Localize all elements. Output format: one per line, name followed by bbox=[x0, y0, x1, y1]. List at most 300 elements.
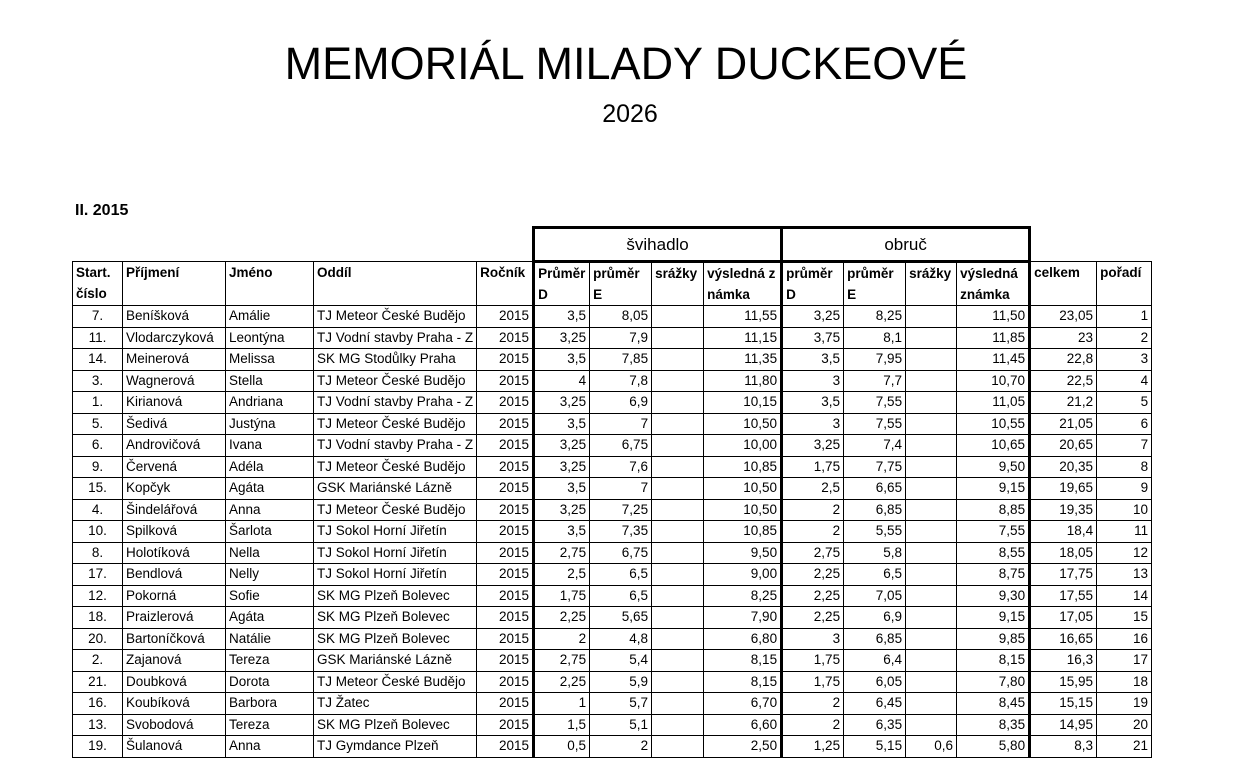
surname-cell: Androvičová bbox=[123, 435, 226, 457]
total-cell: 15,15 bbox=[1030, 693, 1097, 715]
svihadlo-d-cell: 2,75 bbox=[534, 650, 590, 672]
svihadlo-e-cell: 7 bbox=[590, 413, 652, 435]
club-cell: GSK Mariánské Lázně bbox=[314, 478, 477, 500]
svihadlo-d-cell: 3,5 bbox=[534, 306, 590, 328]
start-number-cell: 6. bbox=[73, 435, 123, 457]
rank-cell: 21 bbox=[1097, 736, 1152, 758]
rank-cell: 18 bbox=[1097, 671, 1152, 693]
first-name-cell: Nelly bbox=[226, 564, 314, 586]
group-header-svihadlo: švihadlo bbox=[534, 228, 782, 262]
rank-cell: 2 bbox=[1097, 327, 1152, 349]
obruc-penalty-cell bbox=[906, 671, 957, 693]
svihadlo-d-cell: 3,5 bbox=[534, 521, 590, 543]
svihadlo-d-cell: 1,75 bbox=[534, 585, 590, 607]
obruc-d-cell: 3,75 bbox=[782, 327, 844, 349]
obruc-penalty-cell: 0,6 bbox=[906, 736, 957, 758]
svihadlo-d-cell: 3,25 bbox=[534, 327, 590, 349]
club-cell: TJ Žatec bbox=[314, 693, 477, 715]
svihadlo-score-cell: 6,60 bbox=[704, 714, 782, 736]
club-cell: TJ Meteor České Budějo bbox=[314, 671, 477, 693]
start-number-cell: 17. bbox=[73, 564, 123, 586]
surname-cell: Praizlerová bbox=[123, 607, 226, 629]
document-title: MEMORIÁL MILADY DUCKEOVÉ bbox=[284, 38, 968, 89]
svihadlo-e-cell: 6,5 bbox=[590, 585, 652, 607]
svihadlo-penalty-cell bbox=[652, 392, 704, 414]
first-name-cell: Leontýna bbox=[226, 327, 314, 349]
obruc-d-cell: 3 bbox=[782, 628, 844, 650]
svihadlo-score-cell: 11,80 bbox=[704, 370, 782, 392]
first-name-cell: Justýna bbox=[226, 413, 314, 435]
surname-cell: Kirianová bbox=[123, 392, 226, 414]
obruc-score-cell: 7,80 bbox=[957, 671, 1030, 693]
svihadlo-d-cell: 1,5 bbox=[534, 714, 590, 736]
birth-year-cell: 2015 bbox=[477, 628, 534, 650]
rank-cell: 6 bbox=[1097, 413, 1152, 435]
obruc-d-cell: 2 bbox=[782, 521, 844, 543]
start-number-cell: 2. bbox=[73, 650, 123, 672]
total-cell: 19,35 bbox=[1030, 499, 1097, 521]
first-name-cell: Tereza bbox=[226, 714, 314, 736]
obruc-score-cell: 9,15 bbox=[957, 478, 1030, 500]
total-cell: 18,05 bbox=[1030, 542, 1097, 564]
obruc-score-cell: 9,30 bbox=[957, 585, 1030, 607]
total-cell: 17,05 bbox=[1030, 607, 1097, 629]
table-row bbox=[73, 564, 1152, 586]
table-row bbox=[73, 585, 1152, 607]
svihadlo-penalty-cell bbox=[652, 349, 704, 371]
obruc-e-cell: 6,9 bbox=[844, 607, 906, 629]
obruc-e-cell: 7,4 bbox=[844, 435, 906, 457]
first-name-cell: Anna bbox=[226, 736, 314, 758]
svihadlo-score-cell: 6,70 bbox=[704, 693, 782, 715]
obruc-score-cell: 11,85 bbox=[957, 327, 1030, 349]
club-cell: TJ Vodní stavby Praha - Z bbox=[314, 435, 477, 457]
svihadlo-d-cell: 3,25 bbox=[534, 435, 590, 457]
obruc-d-cell: 3,5 bbox=[782, 349, 844, 371]
total-cell: 17,75 bbox=[1030, 564, 1097, 586]
svihadlo-d-cell: 0,5 bbox=[534, 736, 590, 758]
start-number-cell: 13. bbox=[73, 714, 123, 736]
surname-cell: Červená bbox=[123, 456, 226, 478]
club-cell: TJ Sokol Horní Jiřetín bbox=[314, 521, 477, 543]
obruc-d-cell: 3 bbox=[782, 413, 844, 435]
obruc-d-cell: 1,75 bbox=[782, 456, 844, 478]
svihadlo-e-cell: 2 bbox=[590, 736, 652, 758]
start-number-cell: 12. bbox=[73, 585, 123, 607]
results-body bbox=[73, 306, 1152, 758]
first-name-cell: Agáta bbox=[226, 478, 314, 500]
svihadlo-score-cell: 10,00 bbox=[704, 435, 782, 457]
svihadlo-penalty-cell bbox=[652, 671, 704, 693]
rank-cell: 15 bbox=[1097, 607, 1152, 629]
obruc-d-cell: 3 bbox=[782, 370, 844, 392]
table-row bbox=[73, 736, 1152, 758]
svihadlo-d-cell: 2 bbox=[534, 628, 590, 650]
svihadlo-d-cell: 3,5 bbox=[534, 349, 590, 371]
svihadlo-e-cell: 7,25 bbox=[590, 499, 652, 521]
col-header-obruc-penalty: srážky bbox=[906, 262, 957, 306]
obruc-score-cell: 8,15 bbox=[957, 650, 1030, 672]
svihadlo-e-cell: 5,65 bbox=[590, 607, 652, 629]
group-header-spacer bbox=[73, 228, 534, 262]
svihadlo-e-cell: 7,6 bbox=[590, 456, 652, 478]
first-name-cell: Andriana bbox=[226, 392, 314, 414]
obruc-score-cell: 9,15 bbox=[957, 607, 1030, 629]
svihadlo-e-cell: 7,35 bbox=[590, 521, 652, 543]
obruc-d-cell: 2,25 bbox=[782, 564, 844, 586]
svihadlo-d-cell: 3,5 bbox=[534, 413, 590, 435]
birth-year-cell: 2015 bbox=[477, 714, 534, 736]
col-header-surname: Příjmení bbox=[123, 262, 226, 306]
table-row bbox=[73, 392, 1152, 414]
obruc-d-cell: 2,75 bbox=[782, 542, 844, 564]
obruc-score-cell: 9,50 bbox=[957, 456, 1030, 478]
col-header-birth-year: Ročník bbox=[477, 262, 534, 306]
rank-cell: 20 bbox=[1097, 714, 1152, 736]
svihadlo-penalty-cell bbox=[652, 478, 704, 500]
col-header-svihadlo-e: průměr E bbox=[590, 262, 652, 306]
surname-cell: Pokorná bbox=[123, 585, 226, 607]
obruc-e-cell: 6,5 bbox=[844, 564, 906, 586]
obruc-score-cell: 11,45 bbox=[957, 349, 1030, 371]
svihadlo-penalty-cell bbox=[652, 714, 704, 736]
surname-cell: Spilková bbox=[123, 521, 226, 543]
birth-year-cell: 2015 bbox=[477, 671, 534, 693]
obruc-e-cell: 6,05 bbox=[844, 671, 906, 693]
surname-cell: Šulanová bbox=[123, 736, 226, 758]
obruc-penalty-cell bbox=[906, 607, 957, 629]
category-heading: II. 2015 bbox=[75, 202, 129, 219]
club-cell: SK MG Plzeň Bolevec bbox=[314, 628, 477, 650]
birth-year-cell: 2015 bbox=[477, 327, 534, 349]
obruc-d-cell: 2,25 bbox=[782, 607, 844, 629]
obruc-d-cell: 2,5 bbox=[782, 478, 844, 500]
obruc-score-cell: 8,55 bbox=[957, 542, 1030, 564]
svihadlo-penalty-cell bbox=[652, 564, 704, 586]
obruc-d-cell: 1,75 bbox=[782, 650, 844, 672]
surname-cell: Svobodová bbox=[123, 714, 226, 736]
svihadlo-score-cell: 8,25 bbox=[704, 585, 782, 607]
rank-cell: 10 bbox=[1097, 499, 1152, 521]
svihadlo-e-cell: 4,8 bbox=[590, 628, 652, 650]
obruc-score-cell: 9,85 bbox=[957, 628, 1030, 650]
col-header-obruc-score: výsledná známka bbox=[957, 262, 1030, 306]
club-cell: GSK Mariánské Lázně bbox=[314, 650, 477, 672]
club-cell: TJ Sokol Horní Jiřetín bbox=[314, 564, 477, 586]
svihadlo-penalty-cell bbox=[652, 628, 704, 650]
obruc-penalty-cell bbox=[906, 628, 957, 650]
svihadlo-penalty-cell bbox=[652, 693, 704, 715]
total-cell: 20,65 bbox=[1030, 435, 1097, 457]
obruc-e-cell: 5,8 bbox=[844, 542, 906, 564]
obruc-score-cell: 10,65 bbox=[957, 435, 1030, 457]
svihadlo-score-cell: 11,15 bbox=[704, 327, 782, 349]
svihadlo-score-cell: 7,90 bbox=[704, 607, 782, 629]
surname-cell: Meinerová bbox=[123, 349, 226, 371]
svihadlo-penalty-cell bbox=[652, 456, 704, 478]
club-cell: TJ Meteor České Budějo bbox=[314, 413, 477, 435]
rank-cell: 17 bbox=[1097, 650, 1152, 672]
start-number-cell: 4. bbox=[73, 499, 123, 521]
total-cell: 14,95 bbox=[1030, 714, 1097, 736]
surname-cell: Zajanová bbox=[123, 650, 226, 672]
svihadlo-e-cell: 6,75 bbox=[590, 435, 652, 457]
obruc-penalty-cell bbox=[906, 435, 957, 457]
svihadlo-e-cell: 8,05 bbox=[590, 306, 652, 328]
obruc-penalty-cell bbox=[906, 499, 957, 521]
surname-cell: Bartoníčková bbox=[123, 628, 226, 650]
first-name-cell: Barbora bbox=[226, 693, 314, 715]
col-header-obruc-e: průměr E bbox=[844, 262, 906, 306]
obruc-d-cell: 2 bbox=[782, 714, 844, 736]
first-name-cell: Nella bbox=[226, 542, 314, 564]
obruc-e-cell: 7,7 bbox=[844, 370, 906, 392]
total-cell: 16,3 bbox=[1030, 650, 1097, 672]
first-name-cell: Agáta bbox=[226, 607, 314, 629]
rank-cell: 1 bbox=[1097, 306, 1152, 328]
obruc-score-cell: 8,85 bbox=[957, 499, 1030, 521]
svihadlo-d-cell: 3,25 bbox=[534, 499, 590, 521]
document-year: 2026 bbox=[602, 100, 658, 128]
svihadlo-score-cell: 10,50 bbox=[704, 478, 782, 500]
svihadlo-score-cell: 10,15 bbox=[704, 392, 782, 414]
first-name-cell: Sofie bbox=[226, 585, 314, 607]
table-row bbox=[73, 413, 1152, 435]
start-number-cell: 14. bbox=[73, 349, 123, 371]
svihadlo-e-cell: 6,9 bbox=[590, 392, 652, 414]
group-header-spacer-right bbox=[1030, 228, 1152, 262]
rank-cell: 9 bbox=[1097, 478, 1152, 500]
total-cell: 21,2 bbox=[1030, 392, 1097, 414]
total-cell: 16,65 bbox=[1030, 628, 1097, 650]
birth-year-cell: 2015 bbox=[477, 392, 534, 414]
club-cell: TJ Meteor České Budějo bbox=[314, 499, 477, 521]
obruc-d-cell: 2 bbox=[782, 693, 844, 715]
svihadlo-e-cell: 5,9 bbox=[590, 671, 652, 693]
svihadlo-penalty-cell bbox=[652, 413, 704, 435]
col-header-total: celkem bbox=[1030, 262, 1097, 306]
club-cell: SK MG Stodůlky Praha bbox=[314, 349, 477, 371]
svihadlo-d-cell: 2,75 bbox=[534, 542, 590, 564]
obruc-e-cell: 6,65 bbox=[844, 478, 906, 500]
svihadlo-score-cell: 8,15 bbox=[704, 650, 782, 672]
rank-cell: 8 bbox=[1097, 456, 1152, 478]
svihadlo-e-cell: 6,5 bbox=[590, 564, 652, 586]
first-name-cell: Stella bbox=[226, 370, 314, 392]
club-cell: TJ Gymdance Plzeň bbox=[314, 736, 477, 758]
obruc-e-cell: 6,45 bbox=[844, 693, 906, 715]
svihadlo-e-cell: 5,4 bbox=[590, 650, 652, 672]
club-cell: TJ Vodní stavby Praha - Z bbox=[314, 392, 477, 414]
total-cell: 8,3 bbox=[1030, 736, 1097, 758]
svihadlo-penalty-cell bbox=[652, 650, 704, 672]
obruc-d-cell: 3,5 bbox=[782, 392, 844, 414]
svihadlo-e-cell: 7,9 bbox=[590, 327, 652, 349]
obruc-penalty-cell bbox=[906, 650, 957, 672]
svihadlo-penalty-cell bbox=[652, 607, 704, 629]
obruc-e-cell: 7,05 bbox=[844, 585, 906, 607]
table-row bbox=[73, 650, 1152, 672]
birth-year-cell: 2015 bbox=[477, 349, 534, 371]
surname-cell: Koubíková bbox=[123, 693, 226, 715]
table-row bbox=[73, 327, 1152, 349]
birth-year-cell: 2015 bbox=[477, 435, 534, 457]
svihadlo-score-cell: 6,80 bbox=[704, 628, 782, 650]
obruc-e-cell: 7,55 bbox=[844, 413, 906, 435]
table-row bbox=[73, 671, 1152, 693]
birth-year-cell: 2015 bbox=[477, 499, 534, 521]
obruc-d-cell: 2 bbox=[782, 499, 844, 521]
total-cell: 17,55 bbox=[1030, 585, 1097, 607]
obruc-e-cell: 7,95 bbox=[844, 349, 906, 371]
birth-year-cell: 2015 bbox=[477, 650, 534, 672]
obruc-d-cell: 3,25 bbox=[782, 306, 844, 328]
first-name-cell: Tereza bbox=[226, 650, 314, 672]
birth-year-cell: 2015 bbox=[477, 585, 534, 607]
obruc-score-cell: 7,55 bbox=[957, 521, 1030, 543]
birth-year-cell: 2015 bbox=[477, 370, 534, 392]
svihadlo-score-cell: 9,50 bbox=[704, 542, 782, 564]
obruc-e-cell: 7,75 bbox=[844, 456, 906, 478]
svihadlo-d-cell: 2,25 bbox=[534, 671, 590, 693]
start-number-cell: 19. bbox=[73, 736, 123, 758]
first-name-cell: Adéla bbox=[226, 456, 314, 478]
rank-cell: 14 bbox=[1097, 585, 1152, 607]
start-number-cell: 20. bbox=[73, 628, 123, 650]
svihadlo-score-cell: 11,35 bbox=[704, 349, 782, 371]
start-number-cell: 18. bbox=[73, 607, 123, 629]
obruc-penalty-cell bbox=[906, 693, 957, 715]
group-header-row bbox=[73, 228, 1152, 262]
col-header-obruc-d: průměr D bbox=[782, 262, 844, 306]
obruc-penalty-cell bbox=[906, 327, 957, 349]
surname-cell: Kopčyk bbox=[123, 478, 226, 500]
club-cell: TJ Sokol Horní Jiřetín bbox=[314, 542, 477, 564]
svihadlo-penalty-cell bbox=[652, 435, 704, 457]
total-cell: 23,05 bbox=[1030, 306, 1097, 328]
obruc-penalty-cell bbox=[906, 349, 957, 371]
first-name-cell: Dorota bbox=[226, 671, 314, 693]
table-row bbox=[73, 370, 1152, 392]
svihadlo-e-cell: 7,85 bbox=[590, 349, 652, 371]
table-row bbox=[73, 456, 1152, 478]
svihadlo-score-cell: 10,50 bbox=[704, 499, 782, 521]
col-header-svihadlo-score: výsledná známka bbox=[704, 262, 782, 306]
obruc-e-cell: 6,35 bbox=[844, 714, 906, 736]
obruc-e-cell: 8,1 bbox=[844, 327, 906, 349]
svihadlo-d-cell: 3,5 bbox=[534, 478, 590, 500]
svihadlo-penalty-cell bbox=[652, 521, 704, 543]
start-number-cell: 21. bbox=[73, 671, 123, 693]
svihadlo-d-cell: 1 bbox=[534, 693, 590, 715]
surname-cell: Šindelářová bbox=[123, 499, 226, 521]
rank-cell: 12 bbox=[1097, 542, 1152, 564]
col-header-club: Oddíl bbox=[314, 262, 477, 306]
table-row bbox=[73, 478, 1152, 500]
svihadlo-d-cell: 3,25 bbox=[534, 456, 590, 478]
start-number-cell: 9. bbox=[73, 456, 123, 478]
total-cell: 22,5 bbox=[1030, 370, 1097, 392]
birth-year-cell: 2015 bbox=[477, 521, 534, 543]
obruc-score-cell: 8,75 bbox=[957, 564, 1030, 586]
obruc-penalty-cell bbox=[906, 478, 957, 500]
start-number-cell: 5. bbox=[73, 413, 123, 435]
surname-cell: Bendlová bbox=[123, 564, 226, 586]
svihadlo-score-cell: 10,85 bbox=[704, 521, 782, 543]
surname-cell: Šedivá bbox=[123, 413, 226, 435]
table-row bbox=[73, 628, 1152, 650]
rank-cell: 5 bbox=[1097, 392, 1152, 414]
rank-cell: 16 bbox=[1097, 628, 1152, 650]
table-row bbox=[73, 499, 1152, 521]
col-header-rank: pořadí bbox=[1097, 262, 1152, 306]
rank-cell: 11 bbox=[1097, 521, 1152, 543]
birth-year-cell: 2015 bbox=[477, 456, 534, 478]
rank-cell: 19 bbox=[1097, 693, 1152, 715]
total-cell: 15,95 bbox=[1030, 671, 1097, 693]
table-row bbox=[73, 349, 1152, 371]
obruc-e-cell: 5,55 bbox=[844, 521, 906, 543]
obruc-score-cell: 11,05 bbox=[957, 392, 1030, 414]
svihadlo-score-cell: 11,55 bbox=[704, 306, 782, 328]
svihadlo-e-cell: 5,1 bbox=[590, 714, 652, 736]
obruc-d-cell: 3,25 bbox=[782, 435, 844, 457]
obruc-e-cell: 6,85 bbox=[844, 628, 906, 650]
total-cell: 23 bbox=[1030, 327, 1097, 349]
svihadlo-penalty-cell bbox=[652, 306, 704, 328]
obruc-score-cell: 8,45 bbox=[957, 693, 1030, 715]
svihadlo-penalty-cell bbox=[652, 499, 704, 521]
birth-year-cell: 2015 bbox=[477, 693, 534, 715]
start-number-cell: 1. bbox=[73, 392, 123, 414]
club-cell: SK MG Plzeň Bolevec bbox=[314, 714, 477, 736]
birth-year-cell: 2015 bbox=[477, 542, 534, 564]
svihadlo-penalty-cell bbox=[652, 585, 704, 607]
col-header-svihadlo-d: Průměr D bbox=[534, 262, 590, 306]
first-name-cell: Amálie bbox=[226, 306, 314, 328]
results-table bbox=[72, 226, 1152, 758]
svihadlo-d-cell: 2,5 bbox=[534, 564, 590, 586]
svihadlo-d-cell: 3,25 bbox=[534, 392, 590, 414]
obruc-e-cell: 6,85 bbox=[844, 499, 906, 521]
surname-cell: Vlodarczyková bbox=[123, 327, 226, 349]
obruc-score-cell: 10,55 bbox=[957, 413, 1030, 435]
svihadlo-e-cell: 7 bbox=[590, 478, 652, 500]
birth-year-cell: 2015 bbox=[477, 413, 534, 435]
svihadlo-score-cell: 2,50 bbox=[704, 736, 782, 758]
obruc-score-cell: 5,80 bbox=[957, 736, 1030, 758]
total-cell: 22,8 bbox=[1030, 349, 1097, 371]
start-number-cell: 11. bbox=[73, 327, 123, 349]
svihadlo-score-cell: 10,85 bbox=[704, 456, 782, 478]
birth-year-cell: 2015 bbox=[477, 564, 534, 586]
table-row bbox=[73, 542, 1152, 564]
club-cell: TJ Meteor České Budějo bbox=[314, 306, 477, 328]
svihadlo-penalty-cell bbox=[652, 370, 704, 392]
svihadlo-score-cell: 9,00 bbox=[704, 564, 782, 586]
obruc-penalty-cell bbox=[906, 542, 957, 564]
obruc-d-cell: 1,25 bbox=[782, 736, 844, 758]
svihadlo-penalty-cell bbox=[652, 542, 704, 564]
birth-year-cell: 2015 bbox=[477, 478, 534, 500]
obruc-d-cell: 1,75 bbox=[782, 671, 844, 693]
start-number-cell: 16. bbox=[73, 693, 123, 715]
start-number-cell: 8. bbox=[73, 542, 123, 564]
svihadlo-d-cell: 2,25 bbox=[534, 607, 590, 629]
obruc-d-cell: 2,25 bbox=[782, 585, 844, 607]
club-cell: SK MG Plzeň Bolevec bbox=[314, 585, 477, 607]
birth-year-cell: 2015 bbox=[477, 607, 534, 629]
